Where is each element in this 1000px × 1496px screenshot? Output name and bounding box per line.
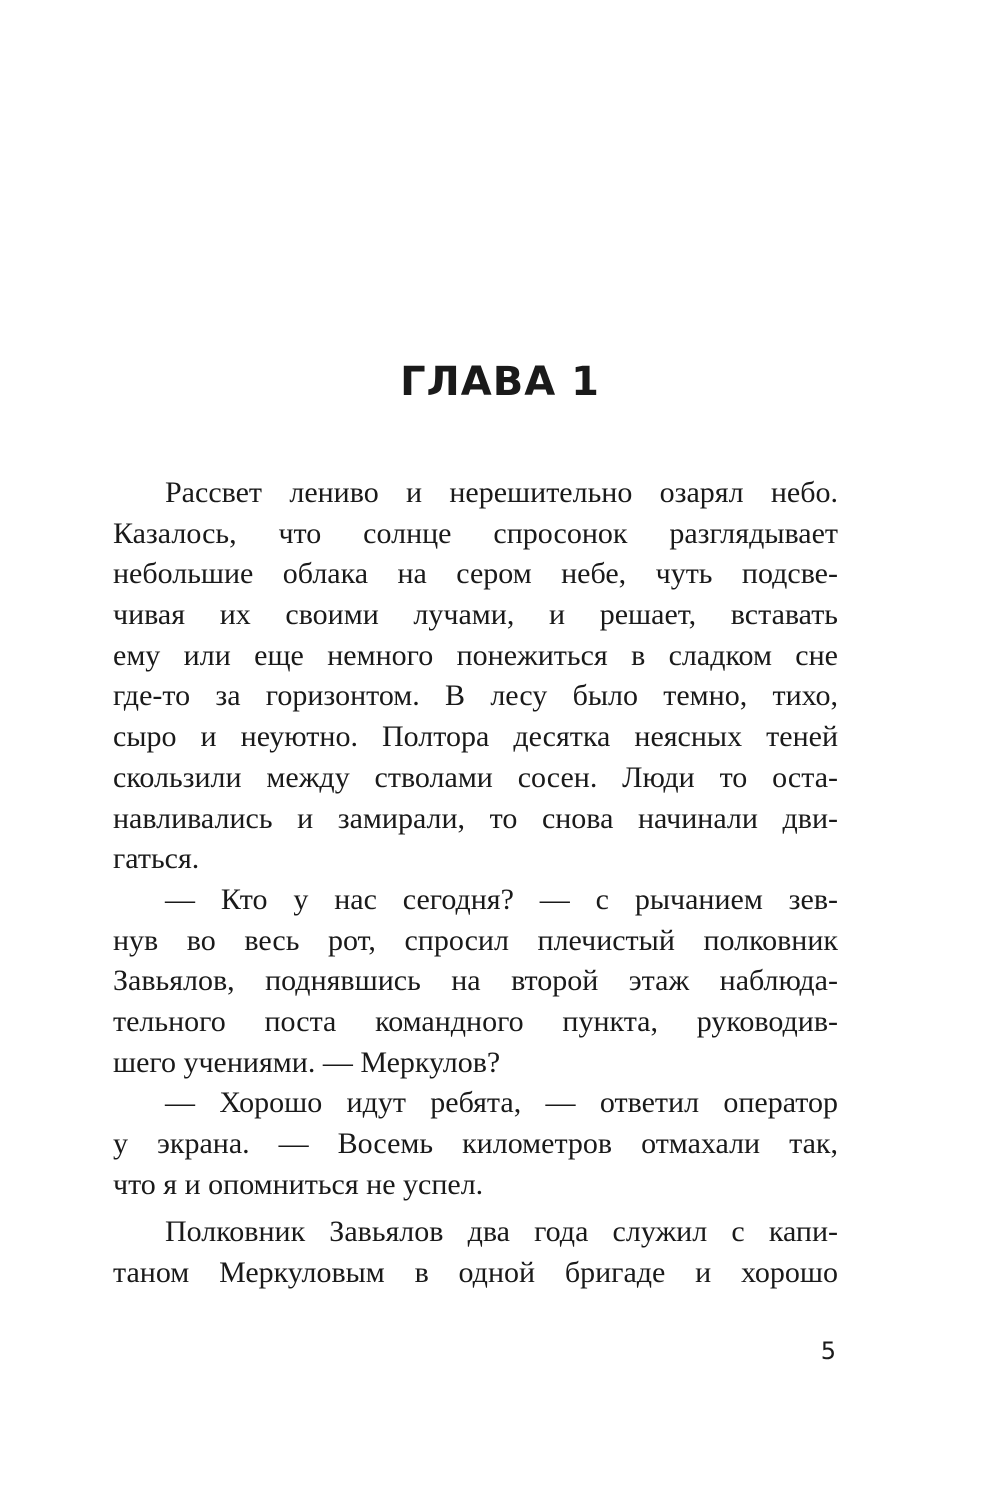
text-line: шего учениями. — Меркулов? — [113, 1045, 501, 1079]
text-line: — Кто у нас сегодня? — с рычанием зев- — [165, 882, 838, 916]
text-line: Казалось, что солнце спросонок разглядывает — [113, 516, 838, 550]
text-line: ему или еще немного понежиться в сладком сне — [113, 638, 838, 672]
chapter-title: ГЛАВА 1 — [400, 359, 600, 405]
text-line: Завьялов, поднявшись на второй этаж наблюда- — [113, 964, 838, 998]
text-line: тельного поста командного пункта, руководив- — [113, 1004, 838, 1038]
text-line: сыро и неуютно. Полтора десятка неясных теней — [113, 720, 838, 754]
text-line: небольшие облака на сером небе, чуть подсве- — [113, 557, 838, 591]
text-line: у экрана. — Восемь километров отмахали так, — [113, 1127, 838, 1160]
text-line: Рассвет лениво и нерешительно озарял небо. — [165, 476, 838, 509]
text-line: гаться. — [113, 842, 200, 876]
text-line: что я и опомниться не успел. — [113, 1167, 484, 1201]
text-line: — Хорошо идут ребята, — ответил оператор — [165, 1086, 838, 1120]
text-line: где-то за горизонтом. В лесу было темно, тихо, — [113, 679, 838, 713]
page-number: 5 — [820, 1337, 836, 1365]
text-line: таном Меркуловым в одной бригаде и хорошо — [113, 1256, 838, 1290]
text-line: навливались и замирали, то снова начинали дви- — [113, 801, 838, 835]
text-line: скользили между стволами сосен. Люди то оста- — [113, 760, 838, 794]
text-line: нув во весь рот, спросил плечистый полковник — [113, 923, 838, 957]
body-text — [113, 473, 838, 1294]
text-line: чивая их своими лучами, и решает, вставать — [113, 598, 838, 632]
text-line: Полковник Завьялов два года служил с капи- — [165, 1215, 838, 1249]
